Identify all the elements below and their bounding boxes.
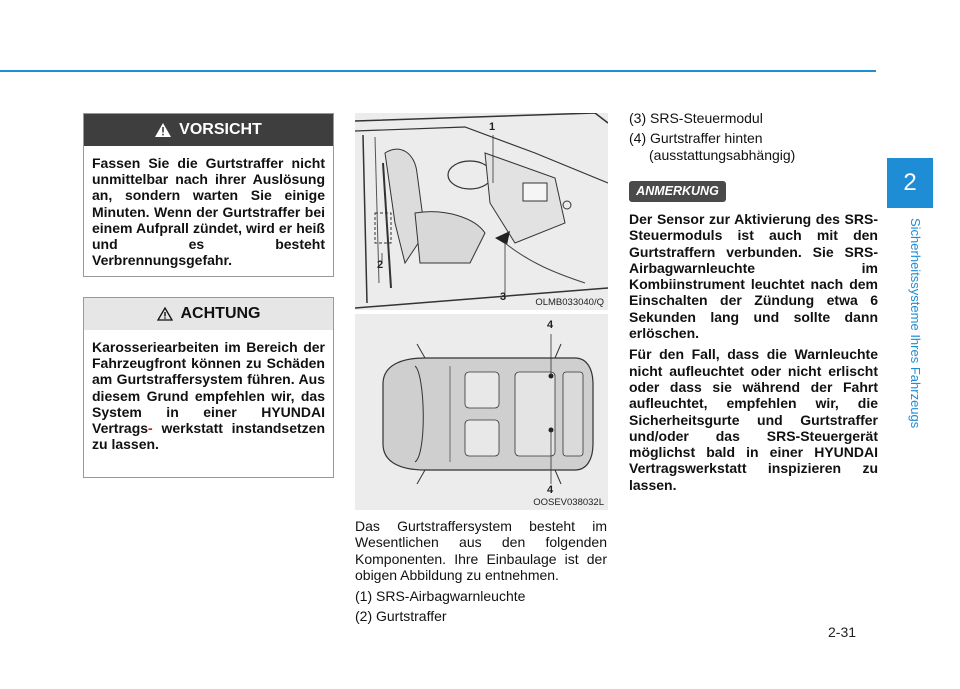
figure-topview <box>355 314 608 510</box>
attention-header <box>84 298 333 330</box>
right-list <box>629 110 878 163</box>
car-interior-illustration <box>355 113 608 310</box>
caution-box <box>83 113 334 277</box>
caution-header <box>84 114 333 146</box>
attention-text-part2: werkstatt instandsetzen zu lassen. <box>92 420 325 453</box>
attention-text-part1: Karosseriearbeiten im Bereich der Fahrzeugfront können zu Schäden am Gurtstraffersystem führen. Aus diesem Grund empfehlen wir, das System in einer HYUNDAI Vertrags <box>92 339 325 437</box>
page-number: 2-31 <box>828 624 857 640</box>
header-rule <box>0 70 876 72</box>
list-item-1: (1) SRS-Airbagwarnleuchte <box>355 588 526 605</box>
note-paragraph-1: Der Sensor zur Aktivierung des SRS-Steuermoduls ist auch mit den Gurtstraffern verbunden. Sie SRS-Airbagwarnleuchte im Kombiinstrument leuchtet nach dem Einschalten der Zündung etwa 6 Sekunden lang und sollte dann erlöschen. <box>629 211 878 342</box>
callout-label-4-top: 4 <box>547 319 554 331</box>
figure-top-caption: OLMB033040/Q <box>535 297 604 308</box>
list-item-4-note: (ausstattungsabhängig) <box>649 146 796 163</box>
attention-hyphen: - <box>148 420 153 437</box>
callout-label-2: 2 <box>377 259 384 271</box>
attention-box <box>83 297 334 478</box>
list-item-4: (4) Gurtstraffer hinten <box>629 130 763 147</box>
note-text <box>629 211 878 493</box>
figure-interior <box>355 113 608 310</box>
note-paragraph-2: Für den Fall, dass die Warnleuchte nicht aufleuchtet oder nicht erlischt oder dass sie während der Fahrt aufleuchtet, empfehlen wir, die Sicherheitsgurte und Gurtstraffer und/oder das SRS-Steuergerät möglichst bald in einer HYUNDAI Vertragswerkstatt inspizieren zu lassen. <box>629 346 878 493</box>
intro-paragraph: Das Gurtstraffersystem besteht im Wesentlichen aus den folgenden Komponenten. Ihre Einbaulage ist der obigen Abbildung zu entnehmen. <box>355 518 607 583</box>
figure-bottom-caption: OOSEV038032L <box>533 497 604 508</box>
callout-label-4-bottom: 4 <box>547 484 554 496</box>
warning-triangle-icon <box>155 123 171 137</box>
car-topview-illustration <box>355 314 608 510</box>
attention-text <box>84 330 333 460</box>
note-badge: ANMERKUNG <box>629 181 726 202</box>
callout-label-1: 1 <box>489 121 496 133</box>
chapter-title: Sicherheitssysteme Ihres Fahrzeugs <box>908 218 923 429</box>
callout-label-3: 3 <box>500 291 507 303</box>
list-item-3: (3) SRS-Steuermodul <box>629 110 763 126</box>
chapter-number-tab[interactable]: 2 <box>887 158 933 208</box>
middle-text <box>355 518 607 625</box>
caution-text: Fassen Sie die Gurtstraffer nicht unmittelbar nach ihrer Auslösung an, sondern warten Sie einige Minuten. Wenn der Gurtstraffer bei einem Aufprall zündet, wird er heiß und es besteht Verbrennungsgefahr. <box>92 155 325 269</box>
attention-title: ACHTUNG <box>180 305 261 322</box>
list-item-2: (2) Gurtstraffer <box>355 608 447 625</box>
caution-title: VORSICHT <box>179 121 262 138</box>
warning-triangle-outline-icon <box>157 307 173 321</box>
